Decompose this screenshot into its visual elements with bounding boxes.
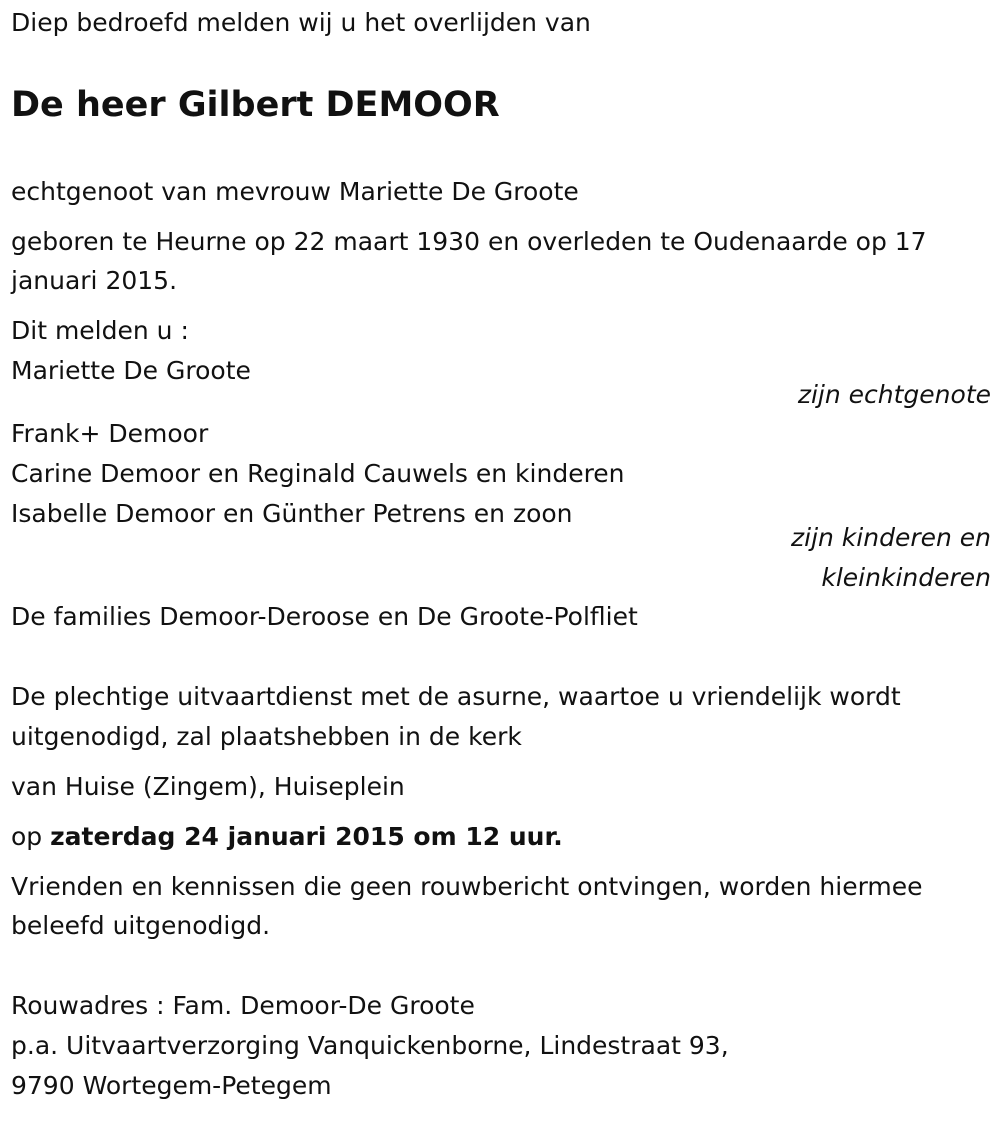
service-line-2: uitgenodigd, zal plaatshebben in de kerk — [11, 722, 522, 751]
invite-line-2: beleefd uitgenodigd. — [11, 911, 271, 940]
families-line: De families Demoor-Deroose en De Groote-Polfliet — [11, 602, 638, 631]
deceased-name: De heer Gilbert DEMOOR — [11, 85, 500, 125]
birth-line-1: geboren te Heurne op 22 maart 1930 en overleden te Oudenaarde op 17 — [11, 227, 927, 256]
intro-text: Diep bedroefd melden wij u het overlijden van — [11, 8, 591, 37]
church-line: van Huise (Zingem), Huiseplein — [11, 772, 405, 801]
date-prefix: op — [11, 822, 43, 851]
child-1: Frank+ Demoor — [11, 419, 209, 448]
address-line-2: p.a. Uitvaartverzorging Vanquickenborne, Lindestraat 93, — [11, 1031, 729, 1060]
spouse-line: echtgenoot van mevrouw Mariette De Groote — [11, 177, 579, 206]
invite-line-1: Vrienden en kennissen die geen rouwbericht ontvingen, worden hiermee — [11, 872, 923, 901]
spouse-name: Mariette De Groote — [11, 356, 251, 385]
announce-label: Dit melden u : — [11, 316, 189, 345]
child-2: Carine Demoor en Reginald Cauwels en kinderen — [11, 459, 625, 488]
children-role-2: kleinkinderen — [821, 563, 991, 592]
address-line-3: 9790 Wortegem-Petegem — [11, 1071, 332, 1100]
service-line-1: De plechtige uitvaartdienst met de asurne, waartoe u vriendelijk wordt — [11, 682, 901, 711]
birth-line-2: januari 2015. — [11, 266, 178, 295]
spouse-role: zijn echtgenote — [797, 380, 991, 409]
children-role-1: zijn kinderen en — [791, 523, 991, 552]
address-line-1: Rouwadres : Fam. Demoor-De Groote — [11, 991, 475, 1020]
date-line — [11, 822, 563, 852]
child-3: Isabelle Demoor en Günther Petrens en zoon — [11, 499, 573, 528]
service-date: zaterdag 24 januari 2015 om 12 uur. — [50, 822, 563, 851]
